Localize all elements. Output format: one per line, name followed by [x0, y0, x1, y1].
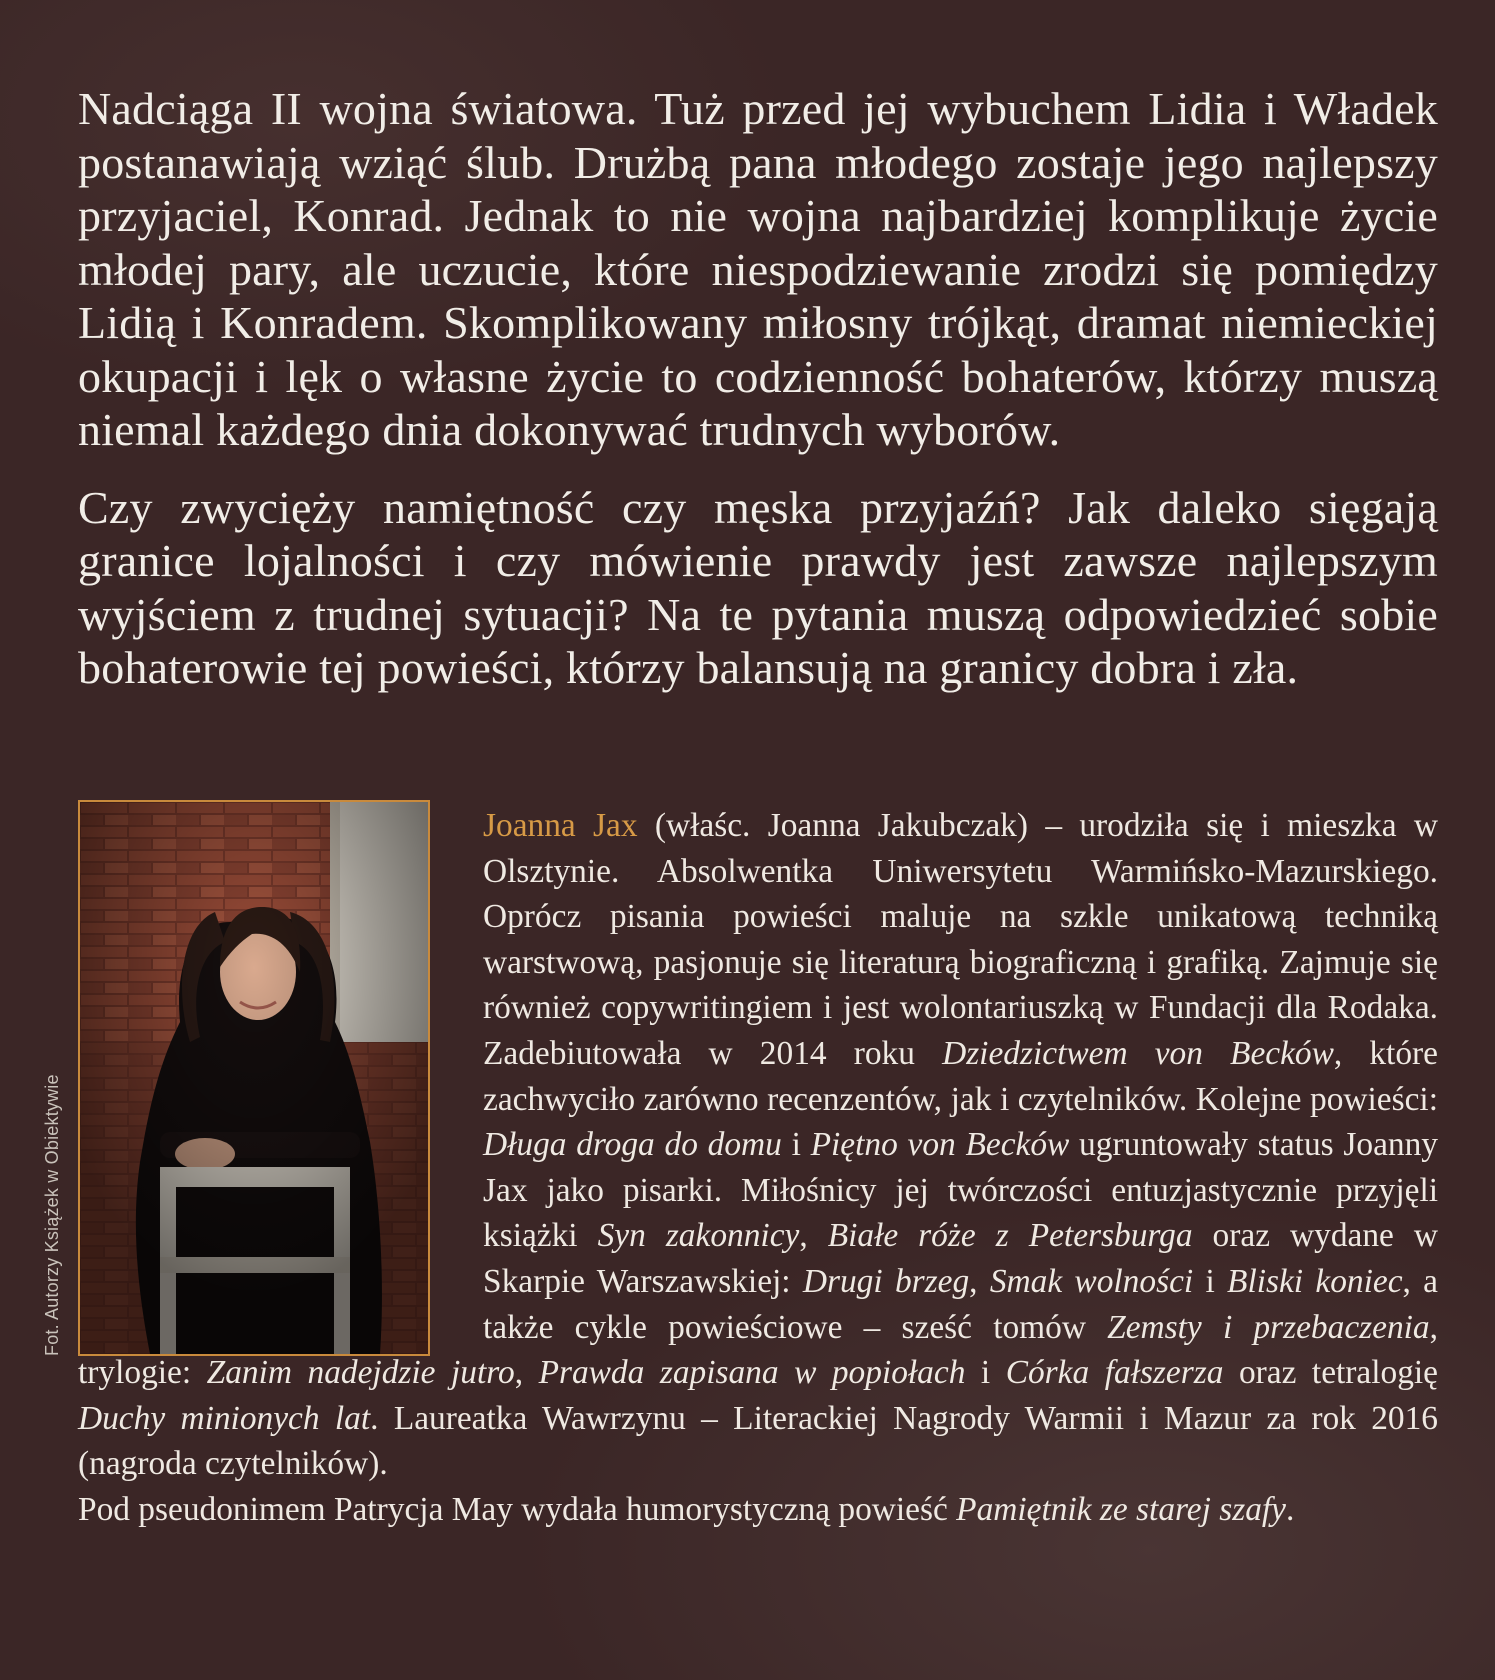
bio-text: ,	[799, 1217, 828, 1255]
bio-text: ,	[514, 1354, 539, 1392]
book-title: Piętno von Becków	[810, 1126, 1070, 1164]
author-bio	[78, 803, 1438, 1533]
bio-text: i	[781, 1126, 811, 1164]
bio-text: i	[1193, 1262, 1228, 1300]
book-title: Bliski koniec	[1227, 1262, 1403, 1300]
bio-text: ,	[969, 1262, 990, 1300]
book-title: Długa droga do domu	[483, 1126, 782, 1164]
bio-text: i	[965, 1354, 1006, 1392]
book-title: Zanim nadejdzie jutro	[206, 1354, 515, 1392]
bio-text: , a także cykle powieściowe – sześć tomów	[483, 1262, 1438, 1346]
book-title: Drugi brzeg	[802, 1262, 970, 1300]
book-title: Zemsty i przebaczenia	[1107, 1308, 1430, 1346]
book-title: Dziedzictwem von Becków	[942, 1034, 1334, 1072]
bio-text: oraz tetralogię	[1223, 1354, 1438, 1392]
photo-wrap-spacer	[78, 803, 483, 1349]
bio-text: Pod pseudonimem Patrycja May wydała humorystyczną powieść	[78, 1490, 957, 1528]
blurb-paragraph-1: Nadciąga II wojna światowa. Tuż przed jej wybuchem Lidia i Władek postanawiają wziąć ślub. Drużbą pana młodego zostaje jego najlepszy przyjaciel, Konrad. Jednak to nie wojna najbardziej komplikuje życie młodej pary, ale uczucie, które niespodziewanie zrodzi się pomiędzy Lidią i Konradem. Skomplikowany miłosny trójkąt, dramat niemieckiej okupacji i lęk o własne życie to codzienność bohaterów, którzy muszą niemal każdego dnia dokonywać trudnych wyborów.	[78, 83, 1438, 455]
bio-text: ugruntowały status Joanny Jax jako pisarki. Miłośnicy jej twórczości entuzjastycznie przyjęli książki	[483, 1126, 1438, 1255]
book-title: Duchy minionych lat	[78, 1399, 371, 1437]
bio-paragraph-2	[78, 1487, 1438, 1533]
book-title: Syn zakonnicy	[597, 1217, 800, 1255]
book-title: Córka fałszerza	[1005, 1354, 1224, 1392]
bio-text: , trylogie:	[78, 1308, 1438, 1392]
author-name: Joanna Jax	[483, 807, 638, 844]
blurb	[78, 82, 1438, 695]
book-title: Prawda zapisana w popiołach	[538, 1354, 966, 1392]
book-title: Białe róże z Petersburga	[827, 1217, 1193, 1255]
book-title: Pamiętnik ze starej szafy	[956, 1490, 1287, 1528]
bio-text: . Laureatka Wawrzynu – Literackiej Nagrody Warmii i Mazur za rok 2016 (nagroda czytelników).	[78, 1399, 1438, 1483]
bio-text: oraz wydane w Skarpie Warszawskiej:	[483, 1217, 1438, 1300]
photo-credit: Fot. Autorzy Książek w Obiektywie	[42, 1074, 62, 1356]
bio-text: .	[1286, 1490, 1295, 1528]
bio-text: , które zachwyciło zarówno recenzentów, jak i czytelników. Kolejne powieści:	[483, 1034, 1438, 1118]
blurb-paragraph-2: Czy zwycięży namiętność czy męska przyjaźń? Jak daleko sięgają granice lojalności i czy mówienie prawdy jest zawsze najlepszym wyjściem z trudnej sytuacji? Na te pytania muszą odpowiedzieć sobie bohaterowie tej powieści, którzy balansują na granicy dobra i zła.	[78, 481, 1438, 693]
book-title: Smak wolności	[989, 1262, 1194, 1300]
bio-text: (właśc. Joanna Jakubczak) – urodziła się i mieszka w Olsztynie. Absolwentka Uniwersytetu Warmińsko-Mazurskiego. Oprócz pisania powieści maluje na szkle unikatową techniką warstwową, pasjonuje się literaturą biograficzną i grafiką. Zajmuje się również copywritingiem i jest wolontariuszką w Fundacji dla Rodaka. Zadebiutowała w 2014 roku	[483, 807, 1438, 1072]
